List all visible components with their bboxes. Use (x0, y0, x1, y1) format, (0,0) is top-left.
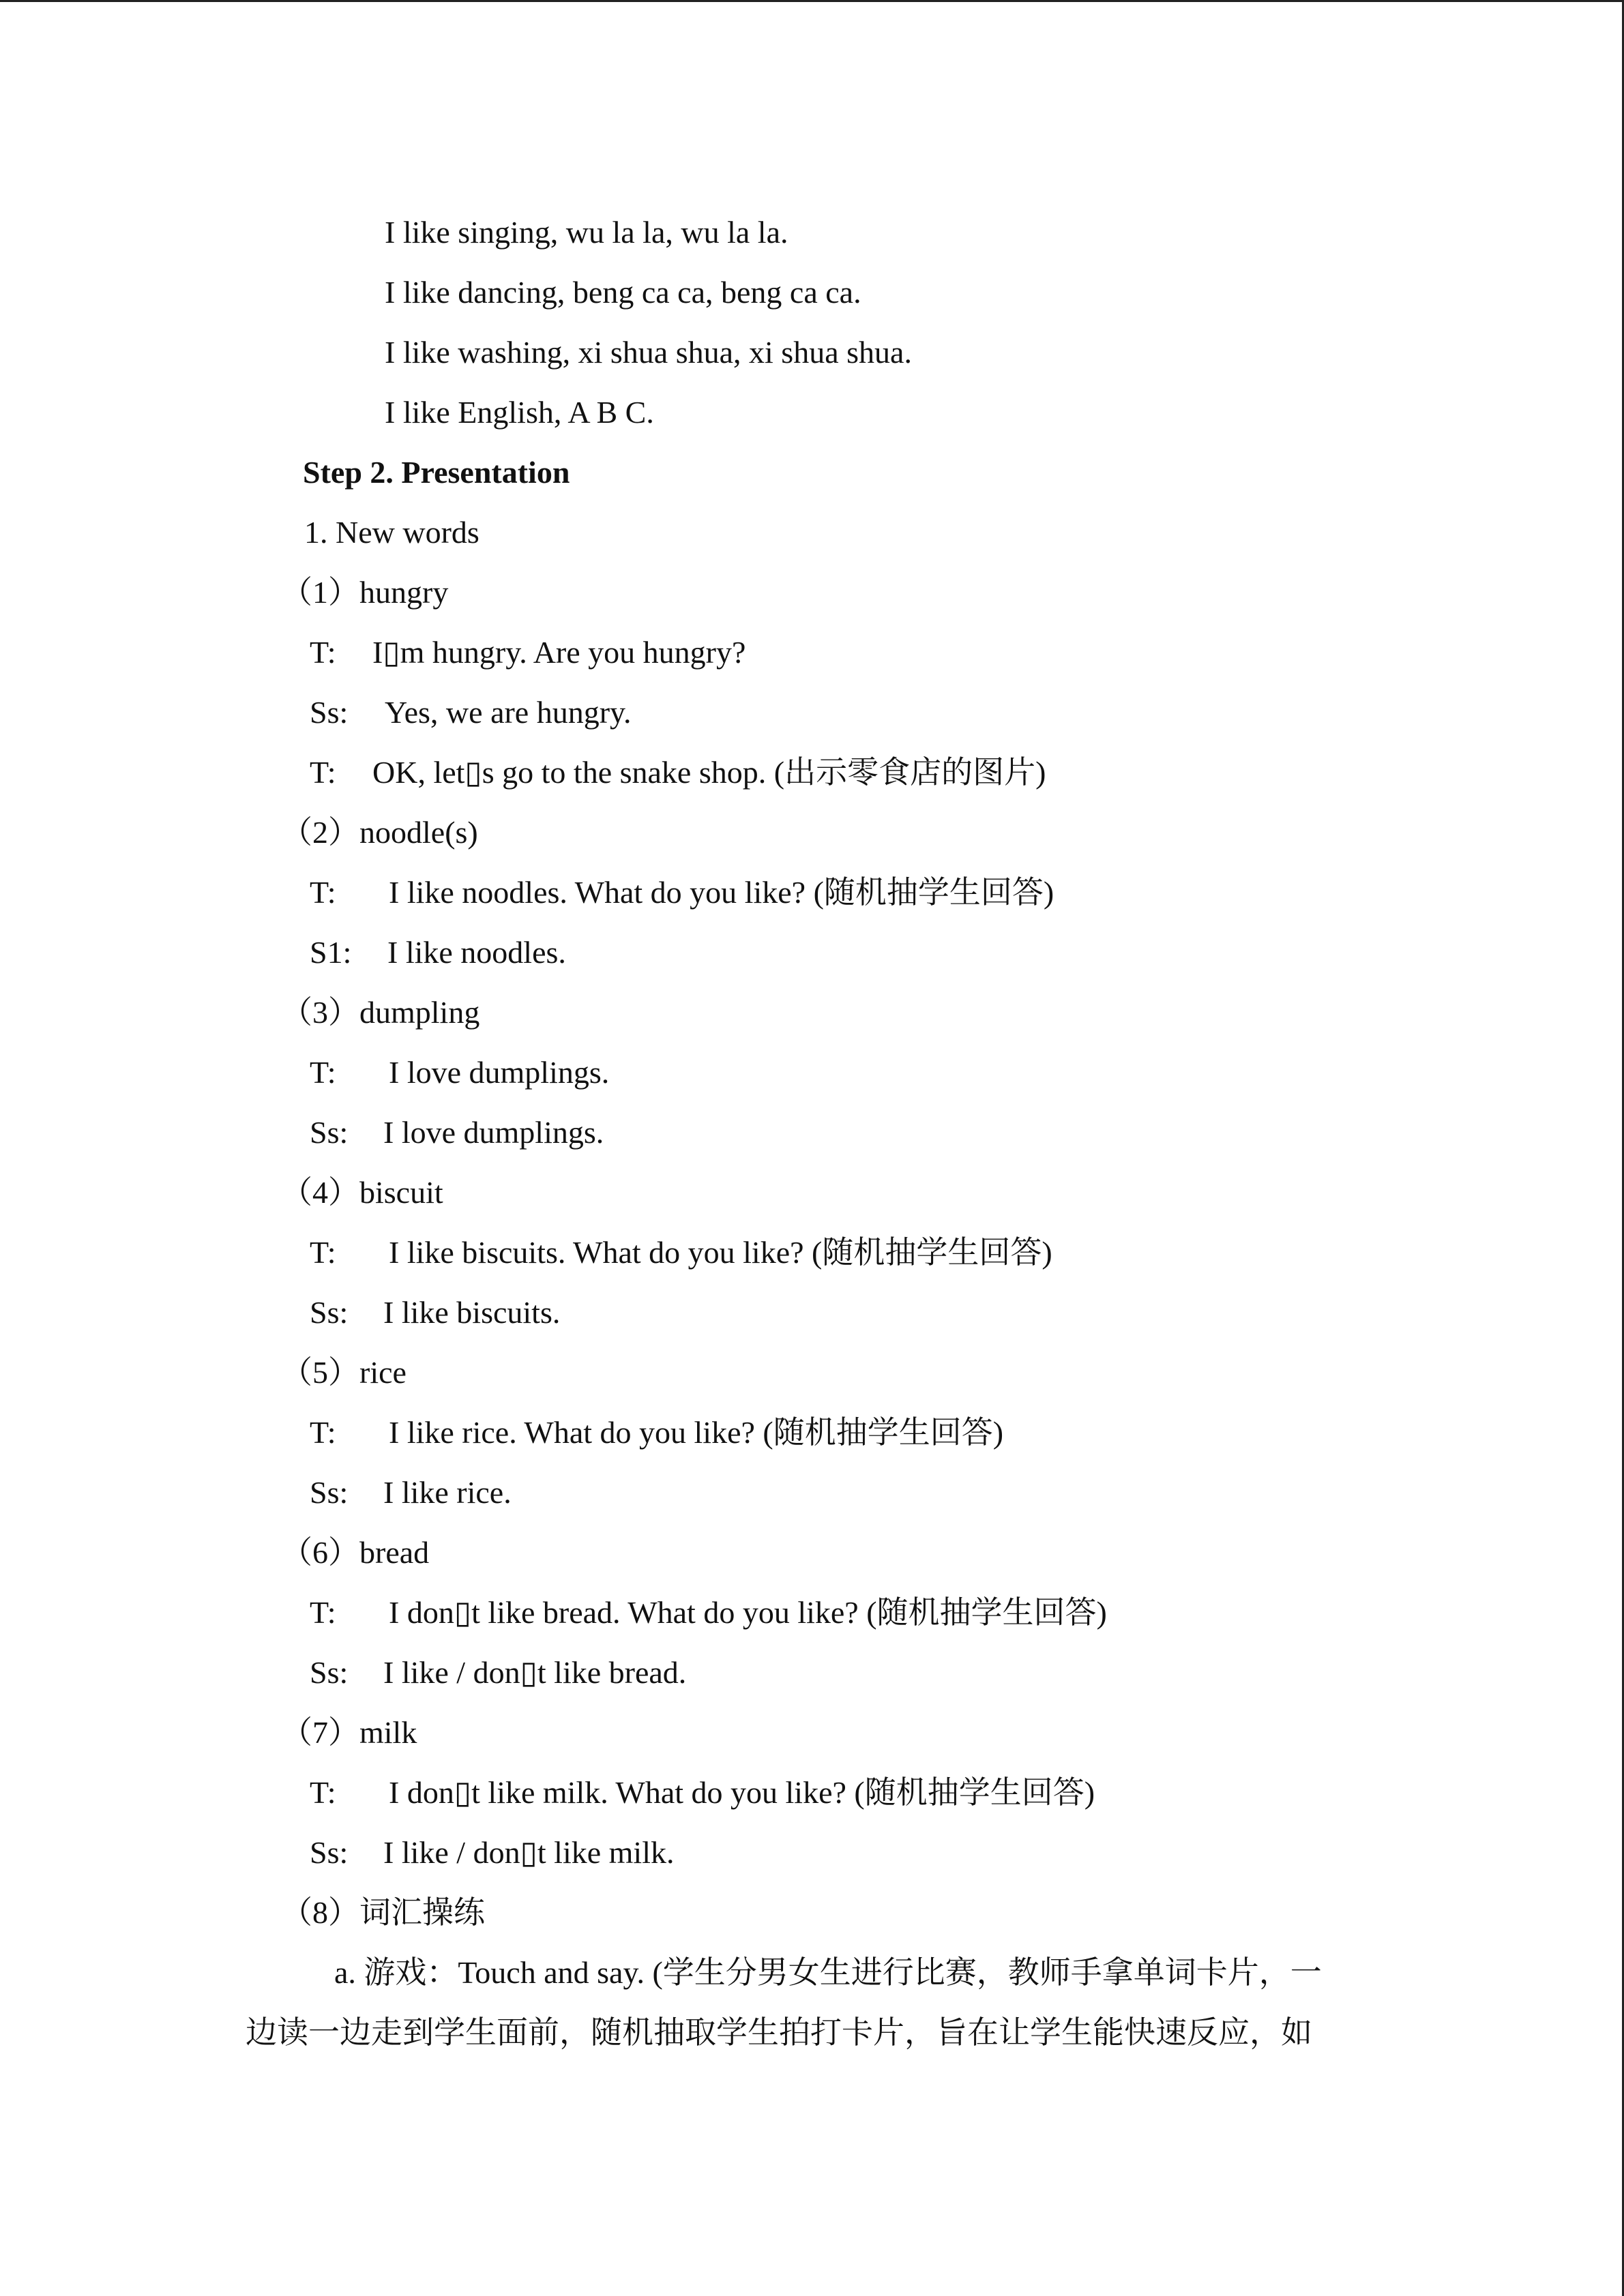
dialogue-line (310, 1654, 686, 1692)
dialogue-text: I like noodles. (387, 935, 566, 970)
dialogue-line (310, 694, 632, 732)
word-heading-noodles: （2）noodle(s) (281, 815, 478, 850)
word-heading-dumpling: （3）dumpling (281, 995, 480, 1030)
dialogue-text: I like rice. (383, 1475, 512, 1510)
word-heading-biscuit: （4）biscuit (281, 1175, 443, 1210)
dialogue-line (310, 1774, 1095, 1812)
word-heading-milk: （7）milk (281, 1715, 417, 1750)
dialogue-text: OK, let▯s go to the snake shop. (出示零食店的图片) (372, 755, 1046, 790)
game-paragraph-line-1: a. 游戏：Touch and say. (学生分男女生进行比赛，教师手拿单词卡片，一 (334, 1955, 1322, 1990)
speaker-label: T: (310, 1235, 336, 1270)
step-heading: Step 2. Presentation (303, 455, 570, 490)
dialogue-text: I▯m hungry. Are you hungry? (372, 635, 746, 670)
speaker-label: Ss: (310, 1295, 349, 1330)
word-heading-bread: （6）bread (281, 1535, 430, 1570)
dialogue-line (310, 1054, 609, 1092)
dialogue-line (310, 1234, 1052, 1272)
word-heading-rice: （5）rice (281, 1355, 407, 1390)
speaker-label: T: (310, 1595, 336, 1630)
word-heading-hungry: （1）hungry (281, 575, 449, 610)
chant-line-2: I like dancing, beng ca ca, beng ca ca. (385, 275, 861, 310)
dialogue-text: I love dumplings. (389, 1055, 610, 1090)
speaker-label: Ss: (310, 695, 349, 730)
dialogue-line (310, 1414, 1003, 1452)
dialogue-text: I like rice. What do you like? (随机抽学生回答) (389, 1415, 1004, 1450)
dialogue-line (310, 1114, 604, 1152)
speaker-label: S1: (310, 935, 352, 970)
speaker-label: T: (310, 1415, 336, 1450)
dialogue-line (310, 1834, 675, 1872)
dialogue-line (310, 874, 1054, 912)
dialogue-text: I like biscuits. What do you like? (随机抽学生回答) (389, 1235, 1052, 1270)
dialogue-line (310, 1474, 512, 1512)
speaker-label: Ss: (310, 1655, 349, 1690)
chant-line-1: I like singing, wu la la, wu la la. (385, 215, 788, 250)
speaker-label: T: (310, 755, 336, 790)
dialogue-line (310, 754, 1046, 792)
dialogue-line (310, 1294, 560, 1332)
page-top-border (0, 0, 1624, 2)
dialogue-text: I like biscuits. (383, 1295, 561, 1330)
chant-line-3: I like washing, xi shua shua, xi shua shua. (385, 335, 912, 370)
word-heading-practice: （8）词汇操练 (281, 1895, 485, 1930)
dialogue-text: I like noodles. What do you like? (随机抽学生回答) (389, 875, 1054, 910)
dialogue-line (310, 934, 566, 972)
dialogue-text: I don▯t like milk. What do you like? (随机抽学生回答) (389, 1775, 1095, 1810)
dialogue-text: I like / don▯t like bread. (383, 1655, 687, 1690)
speaker-label: Ss: (310, 1115, 349, 1150)
speaker-label: T: (310, 1775, 336, 1810)
dialogue-line (310, 1594, 1107, 1632)
dialogue-text: I love dumplings. (383, 1115, 604, 1150)
dialogue-line (310, 633, 745, 672)
speaker-label: T: (310, 1055, 336, 1090)
speaker-label: Ss: (310, 1835, 349, 1870)
section-new-words: 1. New words (304, 515, 479, 550)
chant-line-4: I like English, A B C. (385, 395, 654, 430)
speaker-label: T: (310, 635, 336, 670)
speaker-label: Ss: (310, 1475, 349, 1510)
game-paragraph-line-2: 边读一边走到学生面前，随机抽取学生拍打卡片，旨在让学生能快速反应，如 (246, 2015, 1312, 2050)
dialogue-text: Yes, we are hungry. (385, 695, 632, 730)
dialogue-text: I don▯t like bread. What do you like? (随机抽学生回答) (389, 1595, 1107, 1630)
speaker-label: T: (310, 875, 336, 910)
dialogue-text: I like / don▯t like milk. (383, 1835, 675, 1870)
